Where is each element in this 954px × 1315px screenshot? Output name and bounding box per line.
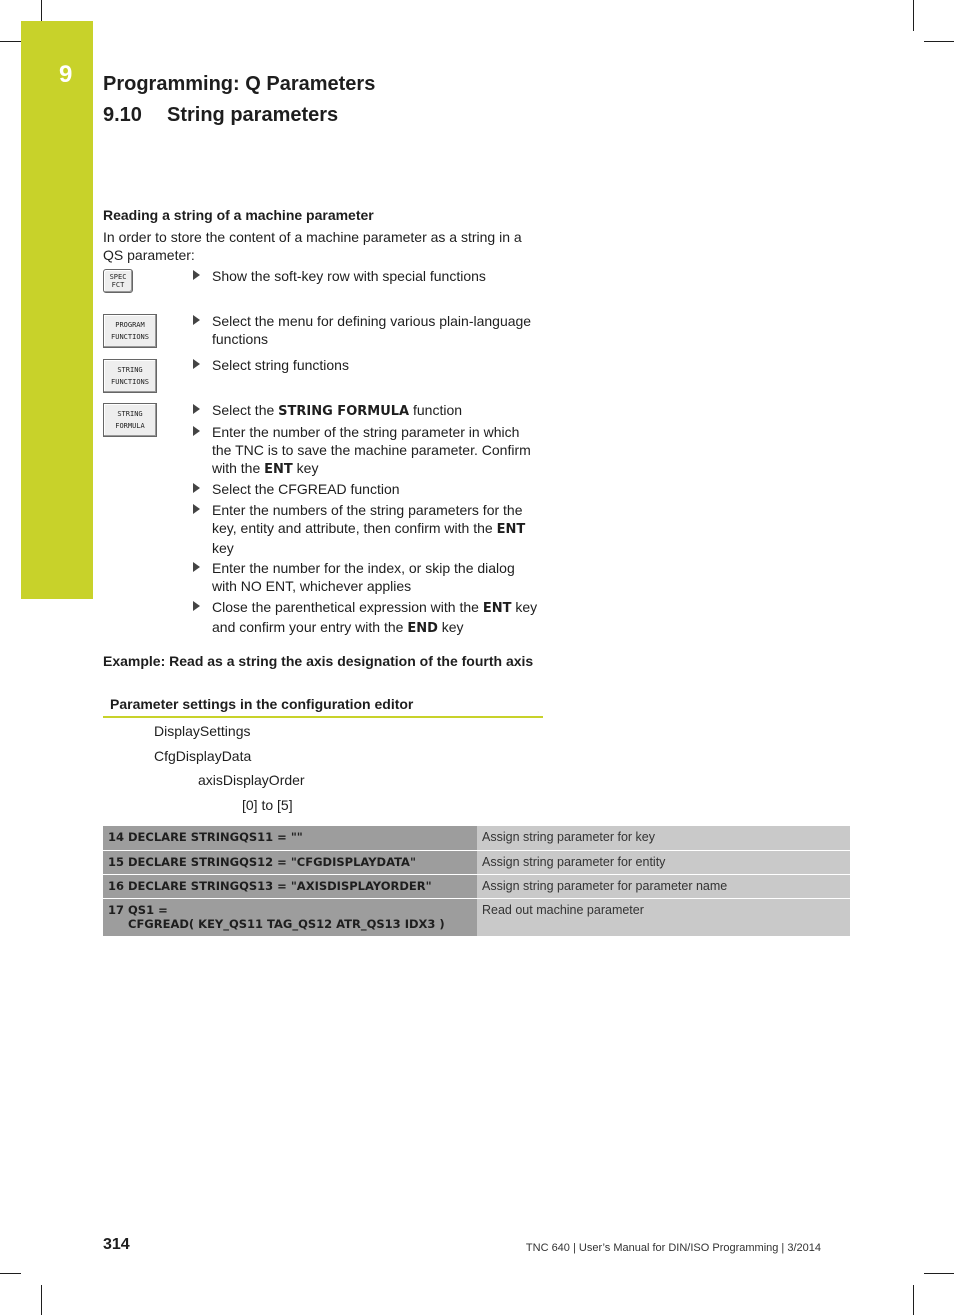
crop-mark [924, 1273, 954, 1274]
step-text: Show the soft-key row with special functions [212, 268, 486, 284]
step-keyword: ENT [264, 462, 293, 477]
crop-mark [41, 0, 42, 21]
triangle-bullet-icon [193, 562, 200, 572]
program-functions-softkey-icon [103, 314, 157, 348]
step-item [193, 559, 541, 595]
chapter-tab [21, 21, 93, 599]
step-item [193, 267, 541, 285]
key-label-line: PROGRAM [115, 321, 145, 329]
triangle-bullet-icon [193, 483, 200, 493]
step-item [193, 598, 541, 638]
step-text [212, 501, 541, 557]
code-cell: 16 DECLARE STRINGQS13 = "AXISDISPLAYORDER" [103, 874, 477, 898]
step-text [212, 423, 541, 479]
program-table [103, 826, 850, 937]
description-cell: Assign string parameter for entity [477, 850, 850, 874]
code-cell: 14 DECLARE STRINGQS11 = "" [103, 826, 477, 850]
spec-fct-key-icon [103, 269, 133, 293]
key-label-line: SPEC [109, 273, 127, 281]
step-text-part: key [212, 540, 234, 556]
triangle-bullet-icon [193, 504, 200, 514]
intro-paragraph: In order to store the content of a machine parameter as a string in a QS parameter: [103, 229, 522, 263]
step-text-part: function [409, 402, 463, 418]
crop-mark [0, 1273, 21, 1274]
chapter-number: 9 [59, 61, 73, 88]
step-item [193, 356, 541, 374]
step-text-part: Enter the number of the string parameter in which the TNC is to save the machine parameter. Confirm with the [212, 424, 531, 476]
crop-mark [913, 1285, 914, 1315]
step-text-part: key [292, 460, 319, 476]
step-item [193, 423, 541, 479]
triangle-bullet-icon [193, 359, 200, 369]
step-item [193, 501, 541, 557]
table-row [103, 874, 850, 898]
step-text-part: key [437, 619, 464, 635]
crop-mark [0, 41, 21, 42]
step-text: Enter the number for the index, or skip the dialog with NO ENT, whichever applies [212, 560, 515, 594]
chapter-title: Programming: Q Parameters [103, 73, 376, 95]
table-row [103, 898, 850, 936]
step-text: Select the CFGREAD function [212, 481, 400, 497]
triangle-bullet-icon [193, 404, 200, 414]
config-line: CfgDisplayData [154, 748, 252, 764]
crop-mark [913, 0, 914, 31]
code-line: CFGREAD( KEY_QS11 TAG_QS12 ATR_QS13 IDX3 ) [128, 916, 445, 931]
step-text-part: Close the parenthetical expression with the [212, 599, 483, 615]
code-cell: 15 DECLARE STRINGQS12 = "CFGDISPLAYDATA" [103, 850, 477, 874]
triangle-bullet-icon [193, 315, 200, 325]
description-cell: Assign string parameter for parameter name [477, 874, 850, 898]
example-heading: Example: Read as a string the axis designation of the fourth axis [103, 653, 534, 669]
triangle-bullet-icon [193, 426, 200, 436]
section-number: 9.10 [103, 104, 142, 126]
footer-text: TNC 640 | User’s Manual for DIN/ISO Programming | 3/2014 [525, 1242, 821, 1254]
key-label-line: STRING [117, 366, 143, 374]
table-row [103, 850, 850, 874]
key-label-line: FORMULA [115, 422, 145, 430]
subheading: Reading a string of a machine parameter [103, 207, 374, 223]
key-label-line: STRING [117, 410, 143, 418]
crop-mark [924, 41, 954, 42]
step-text-part: key and confirm your entry with the [212, 599, 538, 635]
table-row [103, 826, 850, 850]
crop-mark [41, 1285, 42, 1315]
page-number: 314 [103, 1236, 130, 1253]
config-line: axisDisplayOrder [198, 772, 305, 788]
step-text: Select string functions [212, 357, 349, 373]
config-table-header: Parameter settings in the configuration editor [103, 694, 543, 718]
description-cell: Read out machine parameter [477, 898, 850, 936]
step-text: Select the menu for defining various plain-language functions [212, 313, 532, 347]
config-line: [0] to [5] [242, 797, 293, 813]
key-label-line: FUNCTIONS [111, 378, 149, 386]
step-text-part: Select the [212, 402, 279, 418]
step-keyword: ENT [496, 522, 526, 537]
triangle-bullet-icon [193, 270, 200, 280]
code-line: 17 QS1 = [108, 902, 168, 917]
step-text-part: Enter the numbers of the string parameters for the key, entity and attribute, then confirm with the [212, 502, 523, 536]
code-cell [103, 898, 477, 936]
step-keyword: ENT [482, 601, 512, 616]
step-item [193, 480, 541, 498]
triangle-bullet-icon [193, 601, 200, 611]
key-label-line: FCT [111, 281, 125, 289]
key-label-line: FUNCTIONS [111, 333, 149, 341]
string-functions-softkey-icon [103, 359, 157, 393]
step-keyword: END [407, 621, 438, 636]
step-item [193, 401, 541, 421]
description-cell: Assign string parameter for key [477, 826, 850, 850]
step-text [212, 401, 541, 421]
step-text [212, 598, 541, 638]
section-name: String parameters [167, 104, 339, 126]
config-line: DisplaySettings [154, 723, 251, 739]
section-title [103, 104, 338, 127]
step-keyword: STRING FORMULA [278, 404, 410, 419]
step-item [193, 312, 541, 348]
string-formula-softkey-icon [103, 403, 157, 437]
